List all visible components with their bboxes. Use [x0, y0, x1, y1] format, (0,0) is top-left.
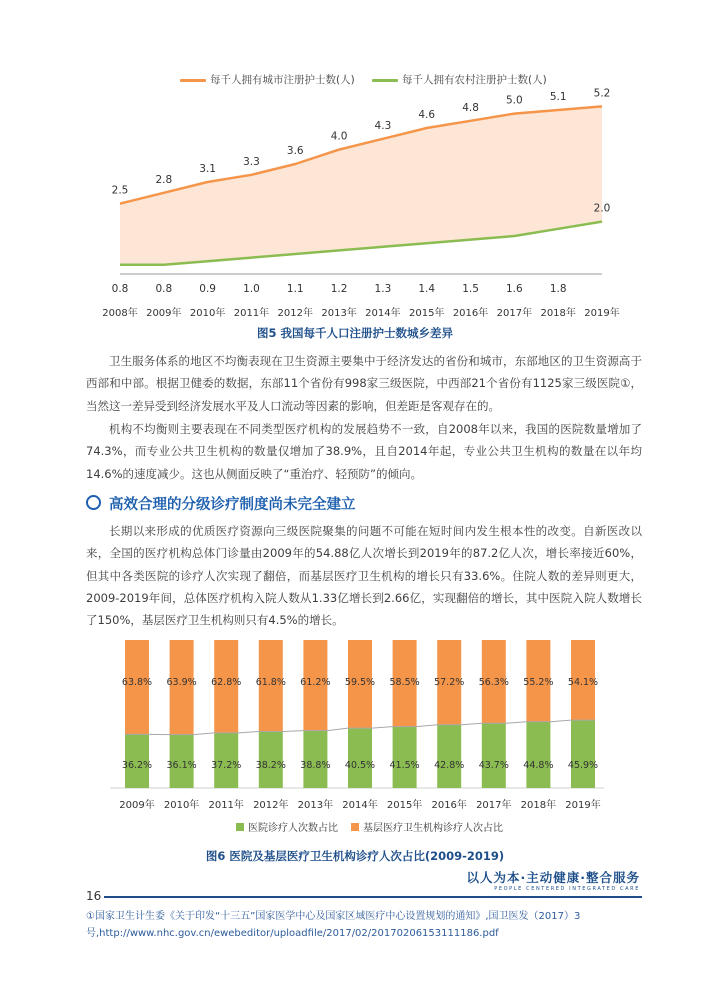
section-title-text: 高效合理的分级诊疗制度尚未完全建立 — [109, 497, 356, 513]
bar-hospital — [571, 720, 595, 788]
legend-label-grassroots: 基层医疗卫生机构诊疗人次占比 — [363, 823, 503, 834]
x-tick-label: 2010年 — [163, 800, 200, 811]
legend-swatch-urban — [180, 79, 206, 82]
brand-slogan-english: PEOPLE CENTERED INTEGRATED CARE — [494, 886, 640, 892]
x-tick-label: 2012年 — [253, 800, 289, 811]
rural-value-label: 0.9 — [199, 283, 216, 295]
urban-value-label: 4.6 — [418, 109, 436, 121]
x-tick-label: 2011年 — [233, 308, 270, 319]
figure6-caption: 图6 医院及基层医疗卫生机构诊疗人次占比(2009-2019) — [205, 849, 505, 863]
x-tick-label: 2009年 — [119, 800, 155, 811]
urban-value-label: 5.2 — [593, 87, 611, 100]
nurse-density-area-chart — [0, 85, 710, 325]
rural-value-label: 1.5 — [462, 283, 479, 295]
urban-value-label: 5.0 — [506, 94, 523, 107]
hospital-share-label: 43.7% — [478, 760, 509, 771]
grassroots-share-label: 58.5% — [389, 677, 420, 688]
footnote: ①国家卫生计生委《关于印发“十三五”国家医学中心及国家区域医疗中心设置规划的通知》,国卫医发（2017）3号,http://www.nhc.gov.cn/ewebeditor/uploadfile/2017/02/20170206153111186.pdf — [86, 911, 581, 939]
x-tick-label: 2017年 — [496, 308, 533, 319]
x-tick-label: 2018年 — [520, 800, 557, 811]
grassroots-share-label: 56.3% — [478, 677, 509, 688]
x-tick-label: 2017年 — [476, 800, 512, 811]
rural-value-label: 1.1 — [286, 283, 304, 295]
hospital-share-label: 40.5% — [344, 760, 376, 771]
bar-hospital — [348, 728, 372, 788]
legend-swatch-rural — [372, 79, 398, 82]
paragraph-regional-imbalance: 卫生服务体系的地区不均衡表现在卫生资源主要集中于经济发达的省份和城市，东部地区的卫生资源高于西部和中部。根据卫健委的数据，东部11个省份有998家三级医院，中西部21个省份有1125家三级医院①，当然这一差异受到经济发展水平及人口流动等因素的影响，但差距是客观存在的。 — [86, 354, 642, 413]
legend-label-urban: 每千人拥有城市注册护士数(人) — [210, 74, 355, 86]
visits-share-stacked-bar-chart — [0, 630, 710, 855]
rural-value-label: 1.0 — [243, 283, 260, 295]
x-tick-label: 2018年 — [540, 308, 576, 319]
x-tick-label: 2014年 — [365, 308, 401, 319]
urban-value-label: 3.3 — [243, 155, 260, 168]
grassroots-share-label: 55.2% — [523, 677, 554, 688]
x-tick-label: 2016年 — [452, 308, 489, 319]
x-tick-label: 2012年 — [277, 308, 313, 319]
bar-hospital — [526, 722, 550, 788]
x-tick-label: 2009年 — [146, 308, 182, 319]
rural-value-label: 2.0 — [593, 202, 611, 215]
urban-value-label: 4.8 — [462, 101, 479, 114]
x-tick-label: 2011年 — [208, 800, 244, 811]
urban-value-label: 3.6 — [286, 145, 304, 157]
rural-value-label: 1.2 — [330, 283, 348, 295]
hospital-share-label: 38.2% — [255, 760, 286, 771]
brand-slogan: 以人为本·主动健康·整合服务 — [466, 870, 640, 885]
grassroots-share-label: 54.1% — [567, 677, 599, 688]
x-tick-label: 2019年 — [565, 800, 601, 811]
bar-hospital — [482, 723, 506, 788]
hospital-share-label: 42.8% — [434, 760, 465, 771]
legend-swatch-grassroots — [351, 823, 359, 831]
rural-value-label: 1.4 — [418, 283, 436, 295]
rural-value-label: 1.3 — [374, 283, 392, 295]
hospital-share-label: 36.2% — [121, 760, 153, 771]
rural-value-label: 0.8 — [111, 283, 129, 295]
legend-swatch-hospital — [236, 823, 244, 831]
x-tick-label: 2016年 — [431, 800, 467, 811]
urban-value-label: 3.1 — [199, 163, 216, 175]
x-tick-label: 2013年 — [297, 800, 334, 811]
circle-bullet-icon — [86, 495, 101, 510]
legend-label-hospital: 医院诊疗人次数占比 — [248, 823, 338, 834]
hospital-share-label: 45.9% — [567, 760, 599, 771]
urban-value-label: 4.0 — [330, 130, 348, 143]
urban-value-label: 2.5 — [111, 184, 129, 197]
grassroots-share-label: 63.9% — [166, 677, 197, 688]
page-number: 16 — [86, 889, 102, 903]
rural-value-label: 1.6 — [506, 283, 523, 295]
hospital-share-label: 37.2% — [211, 760, 242, 771]
x-tick-label: 2019年 — [584, 308, 620, 319]
grassroots-share-label: 63.8% — [121, 677, 153, 688]
hospital-share-label: 44.8% — [523, 760, 554, 771]
rural-value-label: 1.8 — [549, 283, 567, 295]
x-tick-label: 2015年 — [386, 800, 423, 811]
grassroots-share-label: 57.2% — [434, 677, 465, 688]
grassroots-share-label: 62.8% — [211, 677, 242, 688]
grassroots-share-label: 59.5% — [344, 677, 376, 688]
figure5-caption: 图5 我国每千人口注册护士数城乡差异 — [256, 326, 453, 340]
urban-value-label: 2.8 — [155, 173, 173, 186]
bar-hospital — [437, 725, 461, 788]
x-tick-label: 2013年 — [321, 308, 357, 319]
x-tick-label: 2008年 — [102, 308, 138, 319]
paragraph-tiered-care: 长期以来形成的优质医疗资源向三级医院聚集的问题不可能在短时间内发生根本性的改变。自新医改以来，全国的医疗机构总体门诊量由2009年的54.88亿人次增长到2019年的87.2亿人次，增长率接近60%，但其中各类医院的诊疗人次实现了翻倍，而基层医疗卫生机构的增长只有33.6%。住院人数的差异则更大，2009-2019年间，总体医疗机构入院人数从1.33亿增长到2.66亿，实现翻倍的增长，其中医院入院人数增长了150%，基层医疗卫生机构则只有4.5%的增长。 — [86, 524, 642, 628]
rural-value-label: 0.8 — [155, 283, 173, 295]
x-tick-label: 2014年 — [342, 800, 378, 811]
urban-value-label: 4.3 — [374, 119, 392, 132]
hospital-share-label: 36.1% — [166, 760, 197, 771]
hospital-share-label: 41.5% — [389, 760, 420, 771]
x-tick-label: 2010年 — [189, 308, 226, 319]
grassroots-share-label: 61.2% — [300, 677, 331, 688]
paragraph-institution-imbalance: 机构不均衡则主要表现在不同类型医疗机构的发展趋势不一致，自2008年以来，我国的医院数量增加了74.3%，而专业公共卫生机构的数量仅增加了38.9%，且自2014年起，专业公共卫生机构的数量在以年均14.6%的速度减少。这也从侧面反映了“重治疗、轻预防”的倾向。 — [86, 422, 642, 481]
hospital-share-label: 38.8% — [300, 760, 331, 771]
x-tick-label: 2015年 — [409, 308, 445, 319]
bar-hospital — [393, 727, 417, 788]
section-heading — [86, 493, 356, 514]
legend-label-rural: 每千人拥有农村注册护士数(人) — [402, 74, 547, 86]
grassroots-share-label: 61.8% — [255, 677, 286, 688]
footer-rule — [104, 896, 642, 898]
urban-value-label: 5.1 — [549, 91, 567, 103]
